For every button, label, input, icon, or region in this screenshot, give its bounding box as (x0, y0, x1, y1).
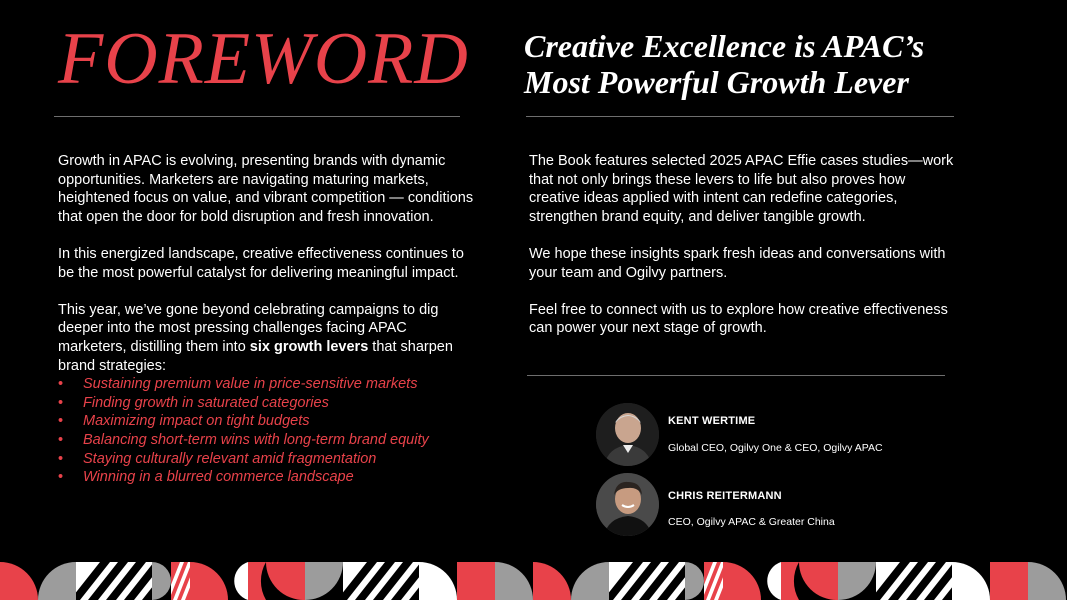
signatory-role: Global CEO, Ogilvy One & CEO, Ogilvy APAC (668, 442, 883, 454)
lever-text: Maximizing impact on tight budgets (83, 413, 310, 430)
left-column (58, 152, 476, 487)
bullet-icon: • (58, 413, 64, 430)
levers-paragraph-start: This year, we’ve gone beyond celebrating campaigns to dig deeper into the most pressing challenges facing APAC marketers, distilling them into (58, 301, 439, 355)
bullet-icon: • (58, 376, 64, 393)
headline (524, 28, 994, 100)
signature-divider (527, 375, 945, 376)
bullet-icon: • (58, 469, 64, 486)
list-item (58, 431, 476, 450)
connect-paragraph: Feel free to connect with us to explore how creative effectiveness can power your next stage of growth. (529, 301, 948, 337)
list-item (58, 468, 476, 487)
decorative-pattern-band (0, 562, 1067, 600)
list-item (58, 394, 476, 413)
person-portrait-icon (596, 473, 659, 536)
signatory-kent-wertime (596, 403, 956, 467)
lever-text: Staying culturally relevant amid fragmentation (83, 450, 377, 467)
lever-text: Sustaining premium value in price-sensitive markets (83, 376, 418, 393)
divider-right (526, 116, 954, 117)
bullet-icon: • (58, 431, 64, 448)
list-item (58, 375, 476, 394)
signatory-chris-reitermann (596, 473, 956, 537)
lever-text: Winning in a blurred commerce landscape (83, 469, 354, 486)
person-portrait-icon (596, 403, 659, 466)
signatory-name: KENT WERTIME (668, 415, 756, 427)
signatory-role: CEO, Ogilvy APAC & Greater China (668, 516, 835, 528)
insights-paragraph: We hope these insights spark fresh ideas and conversations with your team and Ogilvy partners. (529, 245, 946, 281)
growth-levers-list (58, 375, 476, 487)
intro-paragraph: Growth in APAC is evolving, presenting brands with dynamic opportunities. Marketers are navigating maturing markets, heightened focus on value, and vibrant competition — conditions that open the door for bold disruption and fresh innovation. (58, 153, 474, 225)
page-title: FOREWORD (58, 18, 469, 100)
list-item (58, 412, 476, 431)
divider-left (54, 116, 460, 117)
bullet-icon: • (58, 394, 64, 411)
book-paragraph: The Book features selected 2025 APAC Effie cases studies—work that not only brings these levers to life but also proves how creative ideas applied with intent can redefine categories, strengthen brand equity, and deliver tangible growth. (529, 153, 954, 225)
avatar (596, 403, 659, 466)
list-item (58, 450, 476, 469)
landscape-paragraph: In this energized landscape, creative effectiveness continues to be the most powerful catalyst for delivering meaningful impact. (58, 245, 464, 281)
bullet-icon: • (58, 450, 64, 467)
avatar (596, 473, 659, 536)
signatory-name: CHRIS REITERMANN (668, 490, 782, 502)
lever-text: Finding growth in saturated categories (83, 394, 329, 411)
lever-text: Balancing short-term wins with long-term brand equity (83, 431, 429, 448)
six-growth-levers-emphasis: six growth levers (249, 338, 369, 355)
headline-line-2: Most Powerful Growth Lever (524, 64, 909, 100)
levers-paragraph-end: that sharpen brand strategies: (58, 338, 453, 374)
levers-paragraph (58, 301, 476, 375)
headline-line-1: Creative Excellence is APAC’s (524, 28, 925, 64)
right-column (529, 152, 959, 338)
